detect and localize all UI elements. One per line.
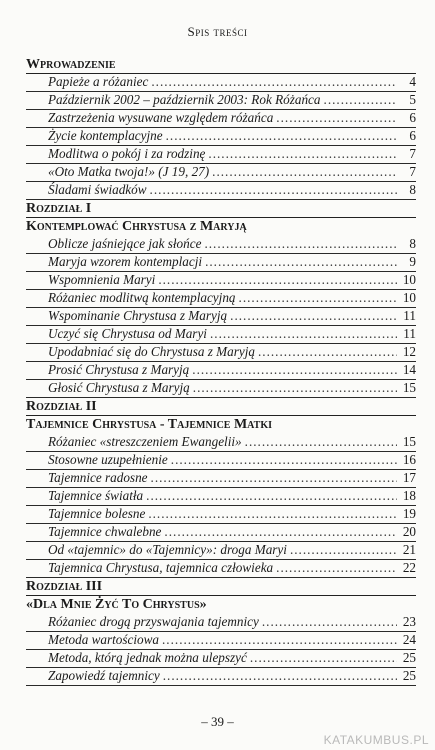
toc-entry xyxy=(26,164,416,182)
toc-entry-page: 8 xyxy=(409,236,416,251)
toc-entry-label: Tajemnice światła xyxy=(48,488,144,503)
dot-leader xyxy=(192,361,397,379)
toc-entry-page: 15 xyxy=(402,380,416,395)
toc-entry xyxy=(26,146,416,164)
watermark: KATAKUMBUS.PL xyxy=(323,733,429,747)
dot-leader xyxy=(258,343,397,361)
toc-entry-label: «Oto Matka twoja!» (J 19, 27) xyxy=(48,164,210,179)
toc-entry xyxy=(26,524,416,542)
dot-leader xyxy=(250,649,397,667)
toc-entry-page: 10 xyxy=(402,272,416,287)
toc-entry-page: 9 xyxy=(409,254,416,269)
toc-entry-label: Życie kontemplacyjne xyxy=(48,128,163,143)
toc-entry xyxy=(26,506,416,524)
toc-entry-page: 24 xyxy=(402,632,416,647)
toc-entry-label: Oblicze jaśniejące jak słońce xyxy=(48,236,202,251)
page-number: – 39 – xyxy=(201,714,234,729)
dot-leader xyxy=(208,145,397,163)
dot-leader xyxy=(212,163,397,181)
toc-entry xyxy=(26,92,416,110)
dot-leader xyxy=(151,73,397,91)
toc-entry xyxy=(26,326,416,344)
dot-leader xyxy=(158,271,397,289)
toc-entry-page: 5 xyxy=(409,92,416,107)
toc-entry-page: 6 xyxy=(409,110,416,125)
toc-entry-label: Stosowne uzupełnienie xyxy=(48,452,168,467)
toc-entry xyxy=(26,272,416,290)
toc-entry-page: 23 xyxy=(402,614,416,629)
toc-entry-label: Prosić Chrystusa z Maryją xyxy=(48,362,190,377)
toc-entry-label: Metoda, którą jednak można ulepszyć xyxy=(48,650,247,665)
toc-entry-page: 14 xyxy=(402,362,416,377)
dot-leader xyxy=(150,181,397,199)
toc-entry-page: 12 xyxy=(402,344,416,359)
dot-leader xyxy=(164,523,397,541)
dot-leader xyxy=(210,325,397,343)
toc-entry-label: Zastrzeżenia wysuwane względem różańca xyxy=(48,110,274,125)
dot-leader xyxy=(163,667,397,685)
toc-entry-page: 10 xyxy=(402,290,416,305)
toc-entry xyxy=(26,452,416,470)
toc-entry-page: 8 xyxy=(409,182,416,197)
section-heading: Rozdział I xyxy=(26,200,416,218)
toc-entry-label: Tajemnice radosne xyxy=(48,470,148,485)
toc-entry-label: Modlitwa o pokój i za rodzinę xyxy=(48,146,206,161)
toc-entry-page: 7 xyxy=(409,164,416,179)
toc-entry-label: Maryja wzorem kontemplacji xyxy=(48,254,203,269)
toc-entry-label: Październik 2002 – październik 2003: Rok Różańca xyxy=(48,92,321,107)
toc-entry-page: 11 xyxy=(403,326,416,341)
toc-entry-label: Tajemnice chwalebne xyxy=(48,524,162,539)
toc-entry-page: 19 xyxy=(402,506,416,521)
dot-leader xyxy=(290,541,397,559)
toc-entry xyxy=(26,74,416,92)
toc-entry xyxy=(26,470,416,488)
toc-entry xyxy=(26,344,416,362)
section-subtitle: Tajemnice Chrystusa - Tajemnice Matki xyxy=(26,417,273,432)
toc-entry-page: 18 xyxy=(402,488,416,503)
section-heading: Rozdział II xyxy=(26,398,416,416)
toc-entry-label: Głosić Chrystusa z Maryją xyxy=(48,380,190,395)
toc-entry xyxy=(26,560,416,578)
toc-entry-page: 25 xyxy=(402,668,416,683)
dot-leader xyxy=(148,505,397,523)
toc-entry xyxy=(26,290,416,308)
toc-entry-label: Papieże a różaniec xyxy=(48,74,149,89)
dot-leader xyxy=(239,289,397,307)
toc-entry-label: Od «tajemnic» do «Tajemnicy»: droga Maryi xyxy=(48,542,287,557)
section-subtitle: Kontemplować Chrystusa z Maryją xyxy=(26,219,247,234)
toc-entry-page: 16 xyxy=(402,452,416,467)
toc-entry xyxy=(26,182,416,200)
toc-entry-label: Tajemnice bolesne xyxy=(48,506,146,521)
toc-entry-label: Wspomnienia Maryi xyxy=(48,272,156,287)
toc-entry-page: 4 xyxy=(409,74,416,89)
toc-entry xyxy=(26,632,416,650)
toc-entry-label: Upodabniać się do Chrystusa z Maryją xyxy=(48,344,255,359)
section-subtitle: «Dla Mnie Żyć To Chrystus» xyxy=(26,597,207,612)
toc-entry-label: Uczyć się Chrystusa od Maryi xyxy=(48,326,207,341)
toc-entry-page: 6 xyxy=(409,128,416,143)
toc-entry xyxy=(26,488,416,506)
toc-entry-page: 17 xyxy=(402,470,416,485)
toc-entry xyxy=(26,110,416,128)
dot-leader xyxy=(205,253,397,271)
dot-leader xyxy=(193,379,397,397)
dot-leader xyxy=(276,109,397,127)
toc-entry xyxy=(26,254,416,272)
toc-entry xyxy=(26,434,416,452)
dot-leader xyxy=(204,235,397,253)
dot-leader xyxy=(162,631,397,649)
page-title: Spis treści xyxy=(187,24,248,39)
section-heading: Wprowadzenie xyxy=(26,56,416,74)
toc-entry-label: Wspominanie Chrystusa z Maryją xyxy=(48,308,228,323)
toc-entry-label: Tajemnica Chrystusa, tajemnica człowieka xyxy=(48,560,274,575)
toc-entry xyxy=(26,128,416,146)
toc-entry xyxy=(26,614,416,632)
toc-entry-label: Różaniec modlitwą kontemplacyjną xyxy=(48,290,236,305)
toc-entry-label: Różaniec drogą przyswajania tajemnicy xyxy=(48,614,259,629)
toc-entry-page: 21 xyxy=(402,542,416,557)
toc-entry-page: 20 xyxy=(402,524,416,539)
toc-entry xyxy=(26,542,416,560)
dot-leader xyxy=(151,469,397,487)
toc-entry-label: Zapowiedź tajemnicy xyxy=(48,668,160,683)
toc-entry-page: 22 xyxy=(402,560,416,575)
toc-entry-label: Śladami świadków xyxy=(48,182,147,197)
toc-entry xyxy=(26,236,416,254)
dot-leader xyxy=(146,487,397,505)
toc-entry-page: 11 xyxy=(403,308,416,323)
dot-leader xyxy=(245,433,397,451)
toc-entry-label: Różaniec «streszczeniem Ewangelii» xyxy=(48,434,242,449)
dot-leader xyxy=(324,91,397,109)
section-heading: Rozdział III xyxy=(26,578,416,596)
toc-entry xyxy=(26,668,416,686)
toc-entry-page: 15 xyxy=(402,434,416,449)
toc-entry xyxy=(26,650,416,668)
dot-leader xyxy=(171,451,397,469)
toc-entry xyxy=(26,362,416,380)
dot-leader xyxy=(230,307,397,325)
toc-entry xyxy=(26,380,416,398)
dot-leader xyxy=(276,559,397,577)
toc-entry-page: 7 xyxy=(409,146,416,161)
table-of-contents xyxy=(26,56,416,686)
toc-entry-label: Metoda wartościowa xyxy=(48,632,159,647)
dot-leader xyxy=(262,613,397,631)
toc-entry-page: 25 xyxy=(402,650,416,665)
toc-entry xyxy=(26,308,416,326)
dot-leader xyxy=(166,127,397,145)
